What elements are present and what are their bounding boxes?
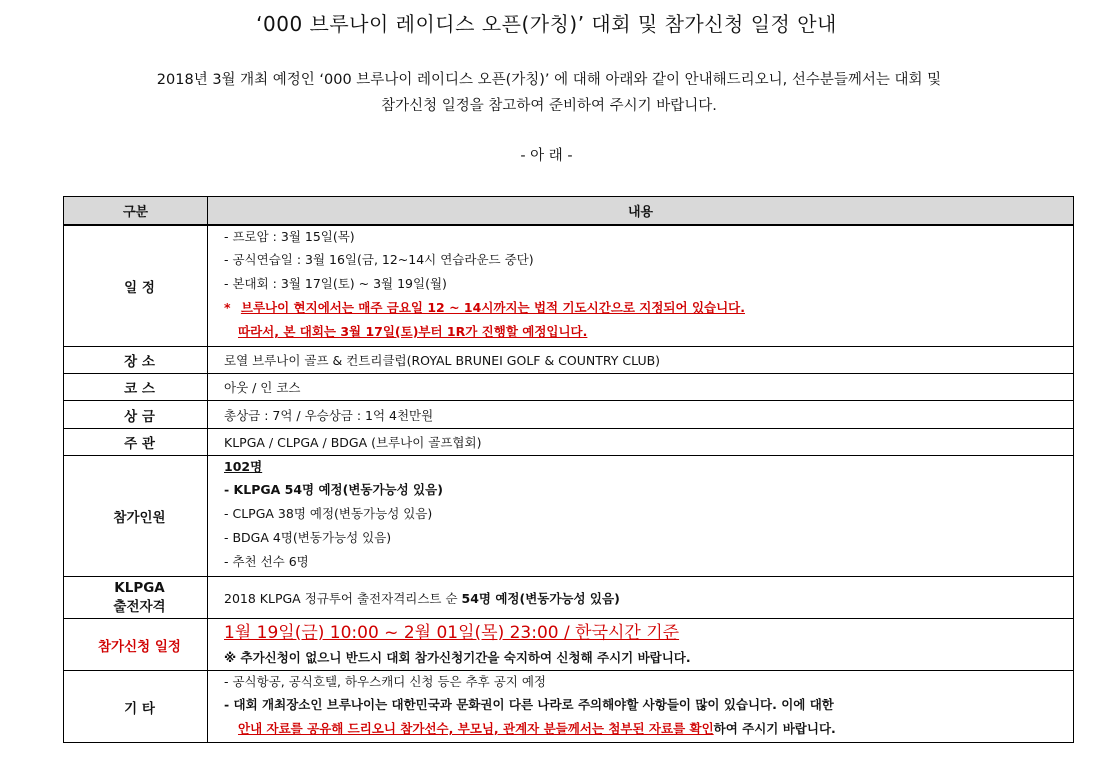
content-qualification bbox=[208, 577, 1074, 619]
application-period: 1월 19일(금) 10:00 ~ 2월 01일(목) 23:00 / 한국시간 기준 bbox=[224, 623, 680, 643]
qualification-label-line-2: 출전자격 bbox=[113, 598, 166, 615]
qualification-value-prefix: 2018 KLPGA 정규투어 출전자격리스트 순 bbox=[224, 590, 462, 606]
header-content: 내용 bbox=[208, 197, 1074, 226]
header-category: 구분 bbox=[64, 197, 208, 226]
section-separator: - 아 래 - bbox=[520, 148, 573, 164]
note-prayer-time: 브루나이 현지에서는 매주 금요일 12 ~ 14시까지는 법적 기도시간으로 지정되어 있습니다. bbox=[240, 300, 745, 315]
note-round-start: 따라서, 본 대회는 3월 17일(토)부터 1R가 진행할 예정입니다. bbox=[238, 324, 588, 339]
row-course bbox=[64, 374, 1074, 401]
label-prize: 상 금 bbox=[64, 401, 208, 429]
players-klpga: - KLPGA 54명 예정(변동가능성 있음) bbox=[224, 482, 443, 497]
row-other bbox=[64, 671, 1074, 743]
host-value: KLPGA / CLPGA / BDGA (브루나이 골프협회) bbox=[224, 435, 482, 450]
content-players bbox=[208, 456, 1074, 577]
row-host bbox=[64, 429, 1074, 456]
players-bdga: - BDGA 4명(변동가능성 있음) bbox=[224, 530, 392, 545]
row-schedule bbox=[64, 225, 1074, 347]
qualification-value-bold: 54명 예정(변동가능성 있음) bbox=[461, 590, 620, 606]
other-item-2: - 대회 개최장소인 브루나이는 대한민국과 문화권이 다른 나라로 주의해야할 사항들이 많이 있습니다. 이에 대한 bbox=[224, 697, 834, 712]
application-note: ※ 추가신청이 없으니 반드시 대회 참가신청기간을 숙지하여 신청해 주시기 바랍니다. bbox=[224, 650, 691, 665]
row-qualification bbox=[64, 577, 1074, 619]
qualification-label-line-1: KLPGA bbox=[114, 579, 165, 596]
row-application bbox=[64, 619, 1074, 671]
row-venue bbox=[64, 347, 1074, 374]
players-clpga: - CLPGA 38명 예정(변동가능성 있음) bbox=[224, 506, 433, 521]
schedule-item-main: - 본대회 : 3월 17일(토) ~ 3월 19일(월) bbox=[224, 276, 447, 291]
content-host bbox=[208, 429, 1074, 456]
page-title: ‘000 브루나이 레이디스 오픈(가칭)’ 대회 및 참가신청 일정 안내 bbox=[256, 12, 837, 36]
label-other: 기 타 bbox=[64, 671, 208, 743]
other-item-1: - 공식항공, 공식호텔, 하우스캐디 신청 등은 추후 공지 예정 bbox=[224, 674, 546, 689]
note-star: * bbox=[224, 300, 231, 315]
schedule-note-line-1 bbox=[224, 296, 1073, 320]
other-item-3-underlined: 안내 자료를 공유해 드리오니 참가선수, 부모님, 관계자 분들께서는 첨부된 자료를 확인 bbox=[238, 721, 714, 736]
row-players bbox=[64, 456, 1074, 577]
label-course: 코 스 bbox=[64, 374, 208, 401]
label-qualification bbox=[64, 577, 208, 619]
other-item-3-tail: 하여 주시기 바랍니다. bbox=[713, 721, 836, 736]
intro-paragraph bbox=[14, 67, 1084, 119]
label-application: 참가신청 일정 bbox=[64, 619, 208, 671]
intro-line-2: 참가신청 일정을 참고하여 준비하여 주시기 바랍니다. bbox=[381, 98, 717, 114]
label-venue: 장 소 bbox=[64, 347, 208, 374]
table-header-row bbox=[64, 197, 1074, 226]
content-schedule bbox=[208, 225, 1074, 347]
schedule-table bbox=[63, 196, 1074, 743]
schedule-note-line-2 bbox=[238, 320, 1073, 344]
label-players: 참가인원 bbox=[64, 456, 208, 577]
course-value: 아웃 / 인 코스 bbox=[224, 380, 301, 395]
intro-line-1: 2018년 3월 개최 예정인 ‘000 브루나이 레이디스 오픈(가칭)’ 에 대해 아래와 같이 안내해드리오니, 선수분들께서는 대회 및 bbox=[156, 72, 942, 88]
content-prize bbox=[208, 401, 1074, 429]
label-host: 주 관 bbox=[64, 429, 208, 456]
content-application bbox=[208, 619, 1074, 671]
players-recommended: - 추천 선수 6명 bbox=[224, 554, 309, 569]
schedule-item-proam: - 프로암 : 3월 15일(목) bbox=[224, 229, 355, 244]
content-venue bbox=[208, 347, 1074, 374]
venue-value: 로열 브루나이 골프 & 컨트리클럽(ROYAL BRUNEI GOLF & COUNTRY CLUB) bbox=[224, 353, 661, 368]
schedule-item-practice: - 공식연습일 : 3월 16일(금, 12~14시 연습라운드 중단) bbox=[224, 252, 534, 267]
content-other bbox=[208, 671, 1074, 743]
prize-value: 총상금 : 7억 / 우승상금 : 1억 4천만원 bbox=[224, 407, 434, 423]
other-item-3 bbox=[238, 717, 1073, 741]
row-prize bbox=[64, 401, 1074, 429]
players-total: 102명 bbox=[224, 459, 263, 474]
label-schedule: 일 정 bbox=[64, 225, 208, 347]
content-course bbox=[208, 374, 1074, 401]
